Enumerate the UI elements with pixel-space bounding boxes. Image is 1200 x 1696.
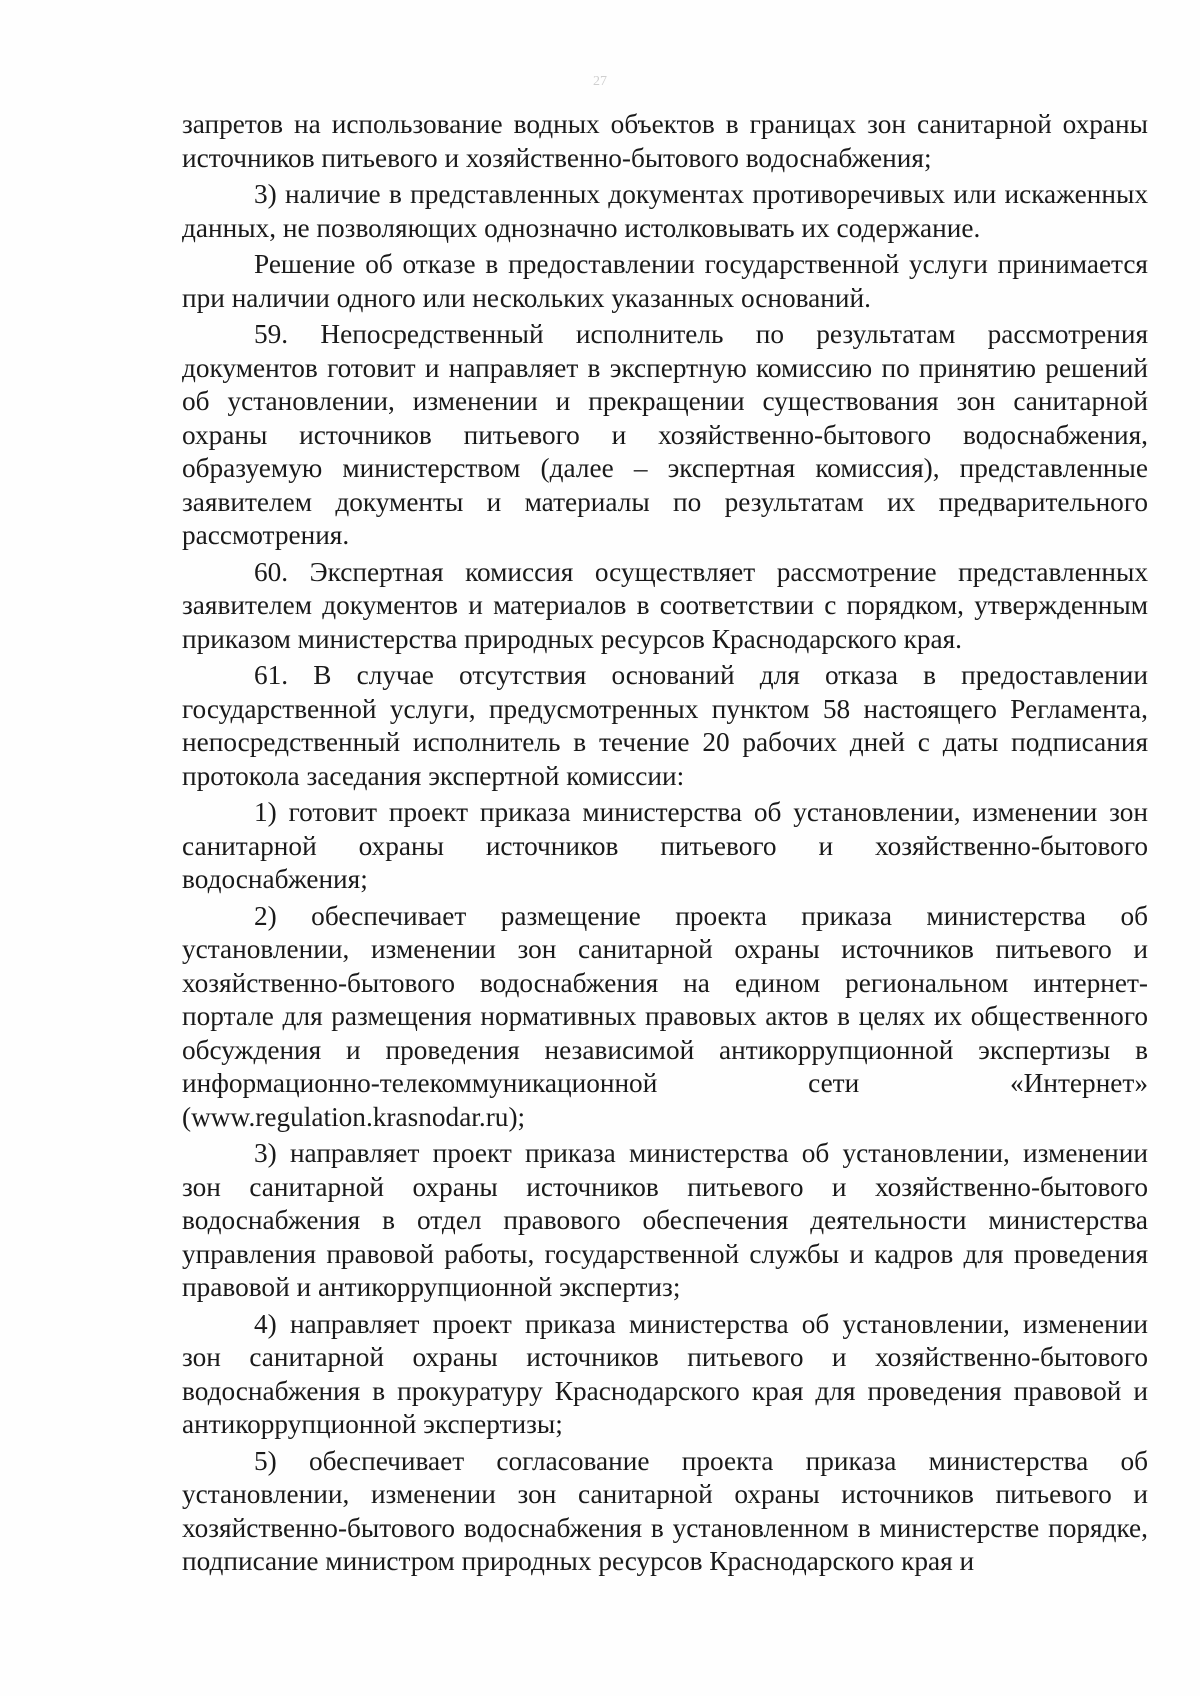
clause-61-item-4: 4) направляет проект приказа министерства об установлении, изменении зон санитарной охраны источников питьевого и хозяйственно-бытового водоснабжения в прокуратуру Краснодарского края для проведения правовой и антикоррупционной экспертизы;: [182, 1308, 1148, 1439]
clause-61: 61. В случае отсутствия оснований для отказа в предоставлении государственной услуги, предусмотренных пунктом 58 настоящего Регламента, непосредственный исполнитель в течение 20 рабочих дней с даты подписания протокола заседания экспертной комиссии:: [182, 660, 1148, 791]
list-item-3: 3) наличие в представленных документах противоречивых или искаженных данных, не позволяющих однозначно истолковывать их содержание.: [182, 179, 1148, 243]
clause-61-item-3: 3) направляет проект приказа министерства об установлении, изменении зон санитарной охраны источников питьевого и хозяйственно-бытового водоснабжения в отдел правового обеспечения деятельности министерства управления правовой работы, государственной службы и кадров для проведения правовой и антикоррупционной экспертиз;: [182, 1138, 1148, 1302]
clause-61-item-2: 2) обеспечивает размещение проекта приказа министерства об установлении, изменении зон санитарной охраны источников питьевого и хозяйственно-бытового водоснабжения на едином региональном интернет-портале для размещения нормативных правовых актов в целях их общественного обсуждения и проведения независимой антикоррупционной экспертизы в информационно-телекоммуникационной сети «Интернет» (www.regulation.krasnodar.ru);: [182, 900, 1148, 1132]
clause-59: 59. Непосредственный исполнитель по результатам рассмотрения документов готовит и направляет в экспертную комиссию по принятию решений об установлении, изменении и прекращении существования зон санитарной охраны источников питьевого и хозяйственно-бытового водоснабжения, образуемую министерством (далее – экспертная комиссия), представленные заявителем документы и материалы по результатам их предварительного рассмотрения.: [182, 319, 1148, 550]
document-body: [182, 108, 1148, 1582]
page-number: 27: [593, 74, 607, 89]
clause-60: 60. Экспертная комиссия осуществляет рассмотрение представленных заявителем документов и материалов в соответствии с порядком, утвержденным приказом министерства природных ресурсов Краснодарского края.: [182, 556, 1148, 654]
clause-61-item-5: 5) обеспечивает согласование проекта приказа министерства об установлении, изменении зон санитарной охраны источников питьевого и хозяйственно-бытового водоснабжения в установленном в министерстве порядке, подписание министром природных ресурсов Краснодарского края и: [182, 1445, 1148, 1576]
clause-61-item-1: 1) готовит проект приказа министерства об установлении, изменении зон санитарной охраны источников питьевого и хозяйственно-бытового водоснабжения;: [182, 797, 1148, 894]
paragraph-decision: Решение об отказе в предоставлении государственной услуги принимается при наличии одного или нескольких указанных оснований.: [182, 249, 1148, 313]
paragraph-continuation: запретов на использование водных объектов в границах зон санитарной охраны источников питьевого и хозяйственно-бытового водоснабжения;: [182, 109, 1148, 173]
